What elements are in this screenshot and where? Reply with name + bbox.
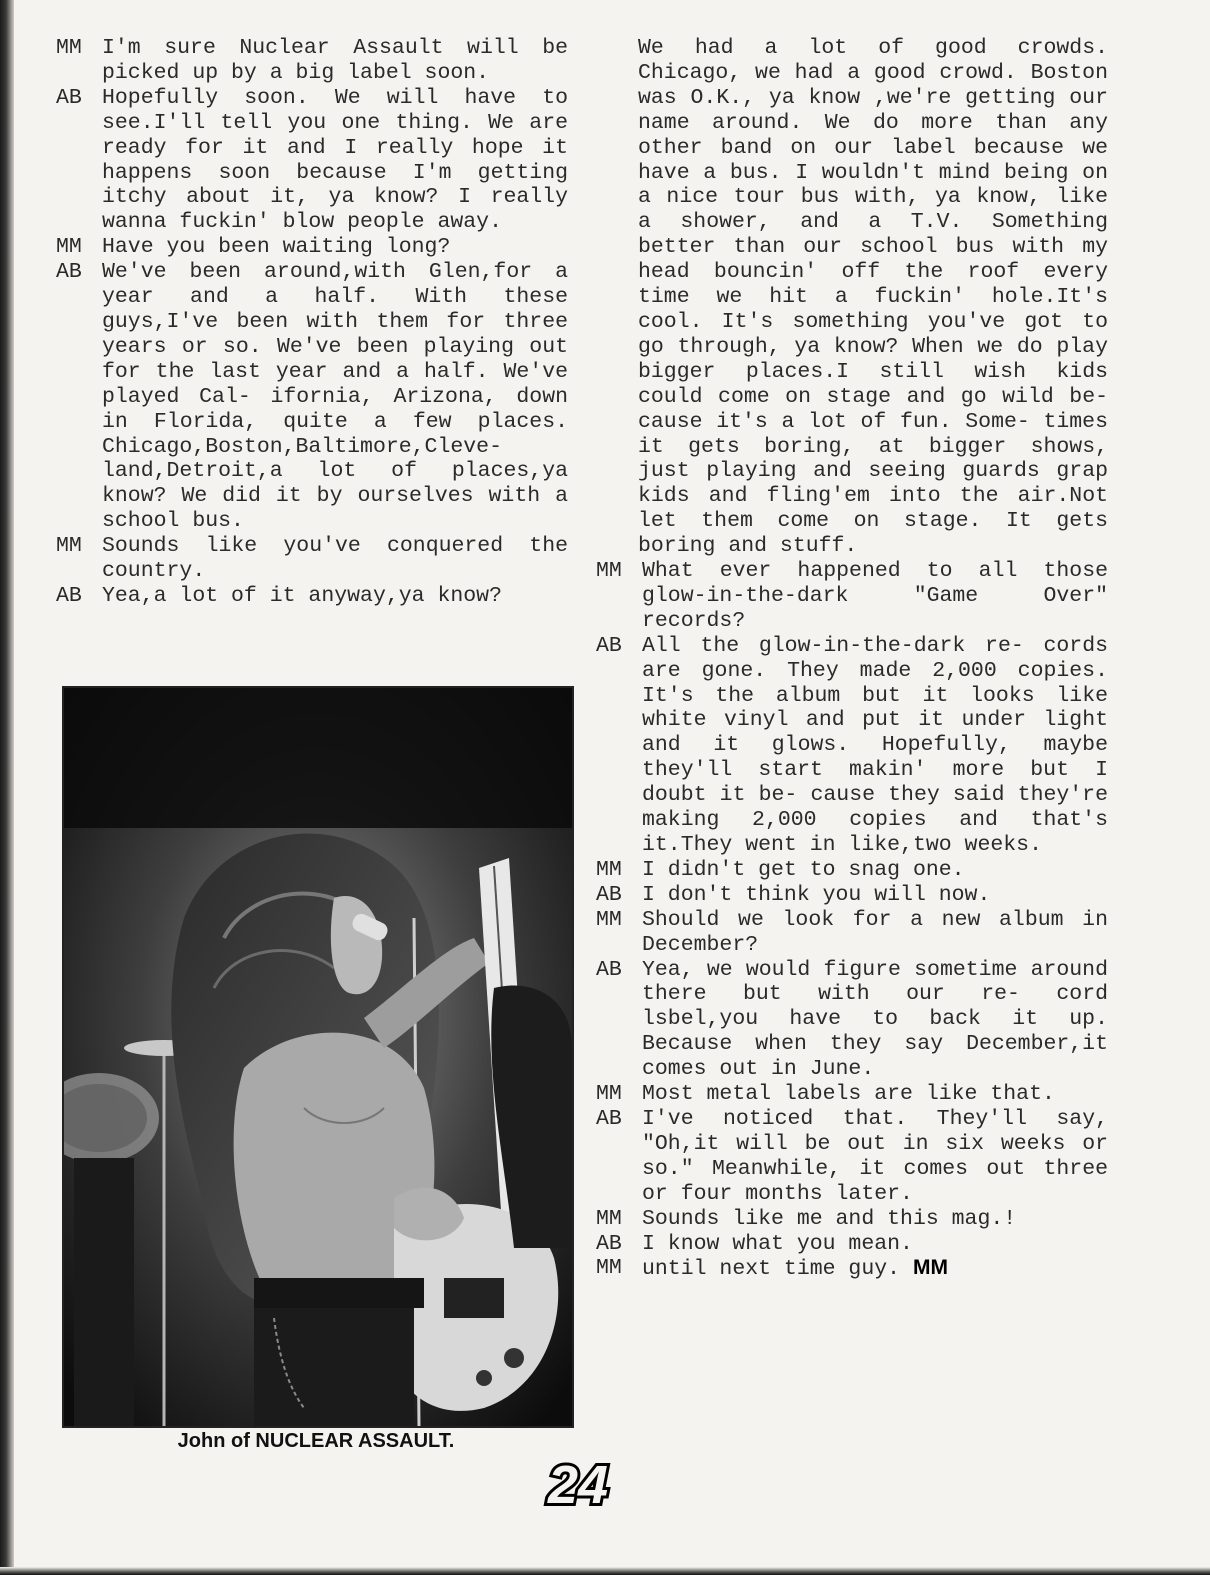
interview-line	[56, 235, 568, 260]
line-text: All the glow-in-the-dark re- cords are gone. They made 2,000 copies. It's the album but it looks like white vinyl and put it under light and it glows. Hopefully, maybe they'll start makin' more but I doubt it be- cause they said they're making 2,000 copies and that's it.They went in like,two weeks.	[642, 633, 1108, 857]
line-text: Have you been waiting long?	[102, 235, 451, 260]
line-text: I don't think you will now.	[642, 882, 991, 907]
line-text: until next time guy.	[642, 1257, 901, 1282]
speaker-label: AB	[596, 1106, 622, 1131]
interview-line	[56, 36, 568, 86]
interview-line	[596, 1232, 1108, 1257]
line-text: Should we look for a new album in December?	[642, 907, 1108, 957]
speaker-label: MM	[596, 1082, 622, 1107]
interview-line	[56, 534, 568, 584]
left-text-column	[56, 36, 568, 609]
line-text: I've noticed that. They'll say, "Oh,it will be out in six weeks or so." Meanwhile, it comes out three or four months later.	[642, 1106, 1108, 1206]
speaker-label: AB	[56, 85, 82, 110]
line-text: Yea,a lot of it anyway,ya know?	[102, 583, 502, 608]
speaker-label: MM	[56, 36, 82, 60]
line-text: We've been around,with Glen,for a year and a half. With these guys,I've been with them for three years or so. We've been playing out for the last year and a half. We've played Cal- ifornia, Arizona, down in Florida, quite a few places. Chicago,Boston,Baltimore,Cleve- land,Detroit,a lot of places,ya know? We did it by ourselves with a school bus.	[102, 260, 568, 534]
speaker-label: AB	[596, 633, 622, 658]
speaker-label: MM	[56, 235, 82, 260]
interview-line	[596, 634, 1108, 858]
interview-line	[596, 1207, 1108, 1232]
photo-caption: John of NUCLEAR ASSAULT.	[177, 1430, 455, 1452]
speaker-label: MM	[596, 1256, 622, 1281]
interview-line	[596, 958, 1108, 1083]
line-text-final	[642, 1256, 1108, 1282]
page-number-graphic	[508, 1458, 648, 1510]
line-text: I didn't get to snag one.	[642, 857, 965, 882]
line-text: What ever happened to all those glow-in-the-dark "Game Over" records?	[642, 559, 1108, 633]
line-text: Hopefully soon. We will have to see.I'll tell you one thing. We are ready for it and I really hope it happens soon because I'm getting itchy about it, ya know? I really wanna fuckin' blow people away.	[102, 85, 568, 235]
signoff-initials: MM	[912, 1256, 948, 1280]
line-text: Sounds like me and this mag.!	[642, 1206, 1017, 1231]
speaker-label: AB	[596, 1231, 622, 1256]
interview-line	[596, 858, 1108, 883]
interview-line	[596, 559, 1108, 634]
interview-line-final	[596, 1256, 1108, 1282]
speaker-label: AB	[596, 882, 622, 907]
right-text-column	[596, 36, 1108, 1282]
interview-line	[596, 1082, 1108, 1107]
band-photo	[62, 686, 574, 1428]
page-bottom-shadow	[0, 1567, 1210, 1575]
speaker-label: MM	[596, 1206, 622, 1231]
speaker-label: AB	[56, 260, 82, 285]
line-text: Sounds like you've conquered the country.	[102, 534, 568, 584]
interview-line	[56, 260, 568, 534]
speaker-label: MM	[56, 534, 82, 559]
continued-answer: We had a lot of good crowds. Chicago, we had a good crowd. Boston was O.K., ya know ,we're getting our name around. We do more than any other band on our label because we have a bus. I wouldn't mind being on a nice tour bus with, ya know, like a shower, and a T.V. Something better than our school bus with my head bouncin' off the roof every time we hit a fuckin' hole.It's cool. It's something you've got to go through, ya know? When we do play bigger places.I still wish kids could come on stage and go wild be- cause it's a lot of fun. Some- times it gets boring, at bigger shows, just playing and seeing guards grap kids and fling'em into the air.Not let them come on stage. It gets boring and stuff.	[638, 36, 1108, 559]
page-number	[508, 1458, 648, 1510]
speaker-label: AB	[596, 957, 622, 982]
interview-line	[56, 86, 568, 235]
speaker-label: AB	[56, 583, 82, 608]
speaker-label: MM	[596, 907, 622, 932]
interview-line	[596, 883, 1108, 908]
speaker-label: MM	[596, 559, 622, 584]
line-text: I know what you mean.	[642, 1231, 913, 1256]
line-text: Most metal labels are like that.	[642, 1082, 1055, 1107]
speaker-label: MM	[596, 857, 622, 882]
line-text: I'm sure Nuclear Assault will be picked up by a big label soon.	[102, 36, 568, 85]
page-number-text: 24	[547, 1458, 609, 1510]
page-spine-shadow	[0, 0, 14, 1575]
performer-photo-illustration	[64, 688, 572, 1426]
line-text: Yea, we would figure sometime around there but with our re- cord lsbel,you have to back it up. Because when they say December,it comes out in June.	[642, 957, 1108, 1082]
interview-line	[56, 584, 568, 609]
interview-line	[596, 908, 1108, 958]
interview-line	[596, 1107, 1108, 1207]
